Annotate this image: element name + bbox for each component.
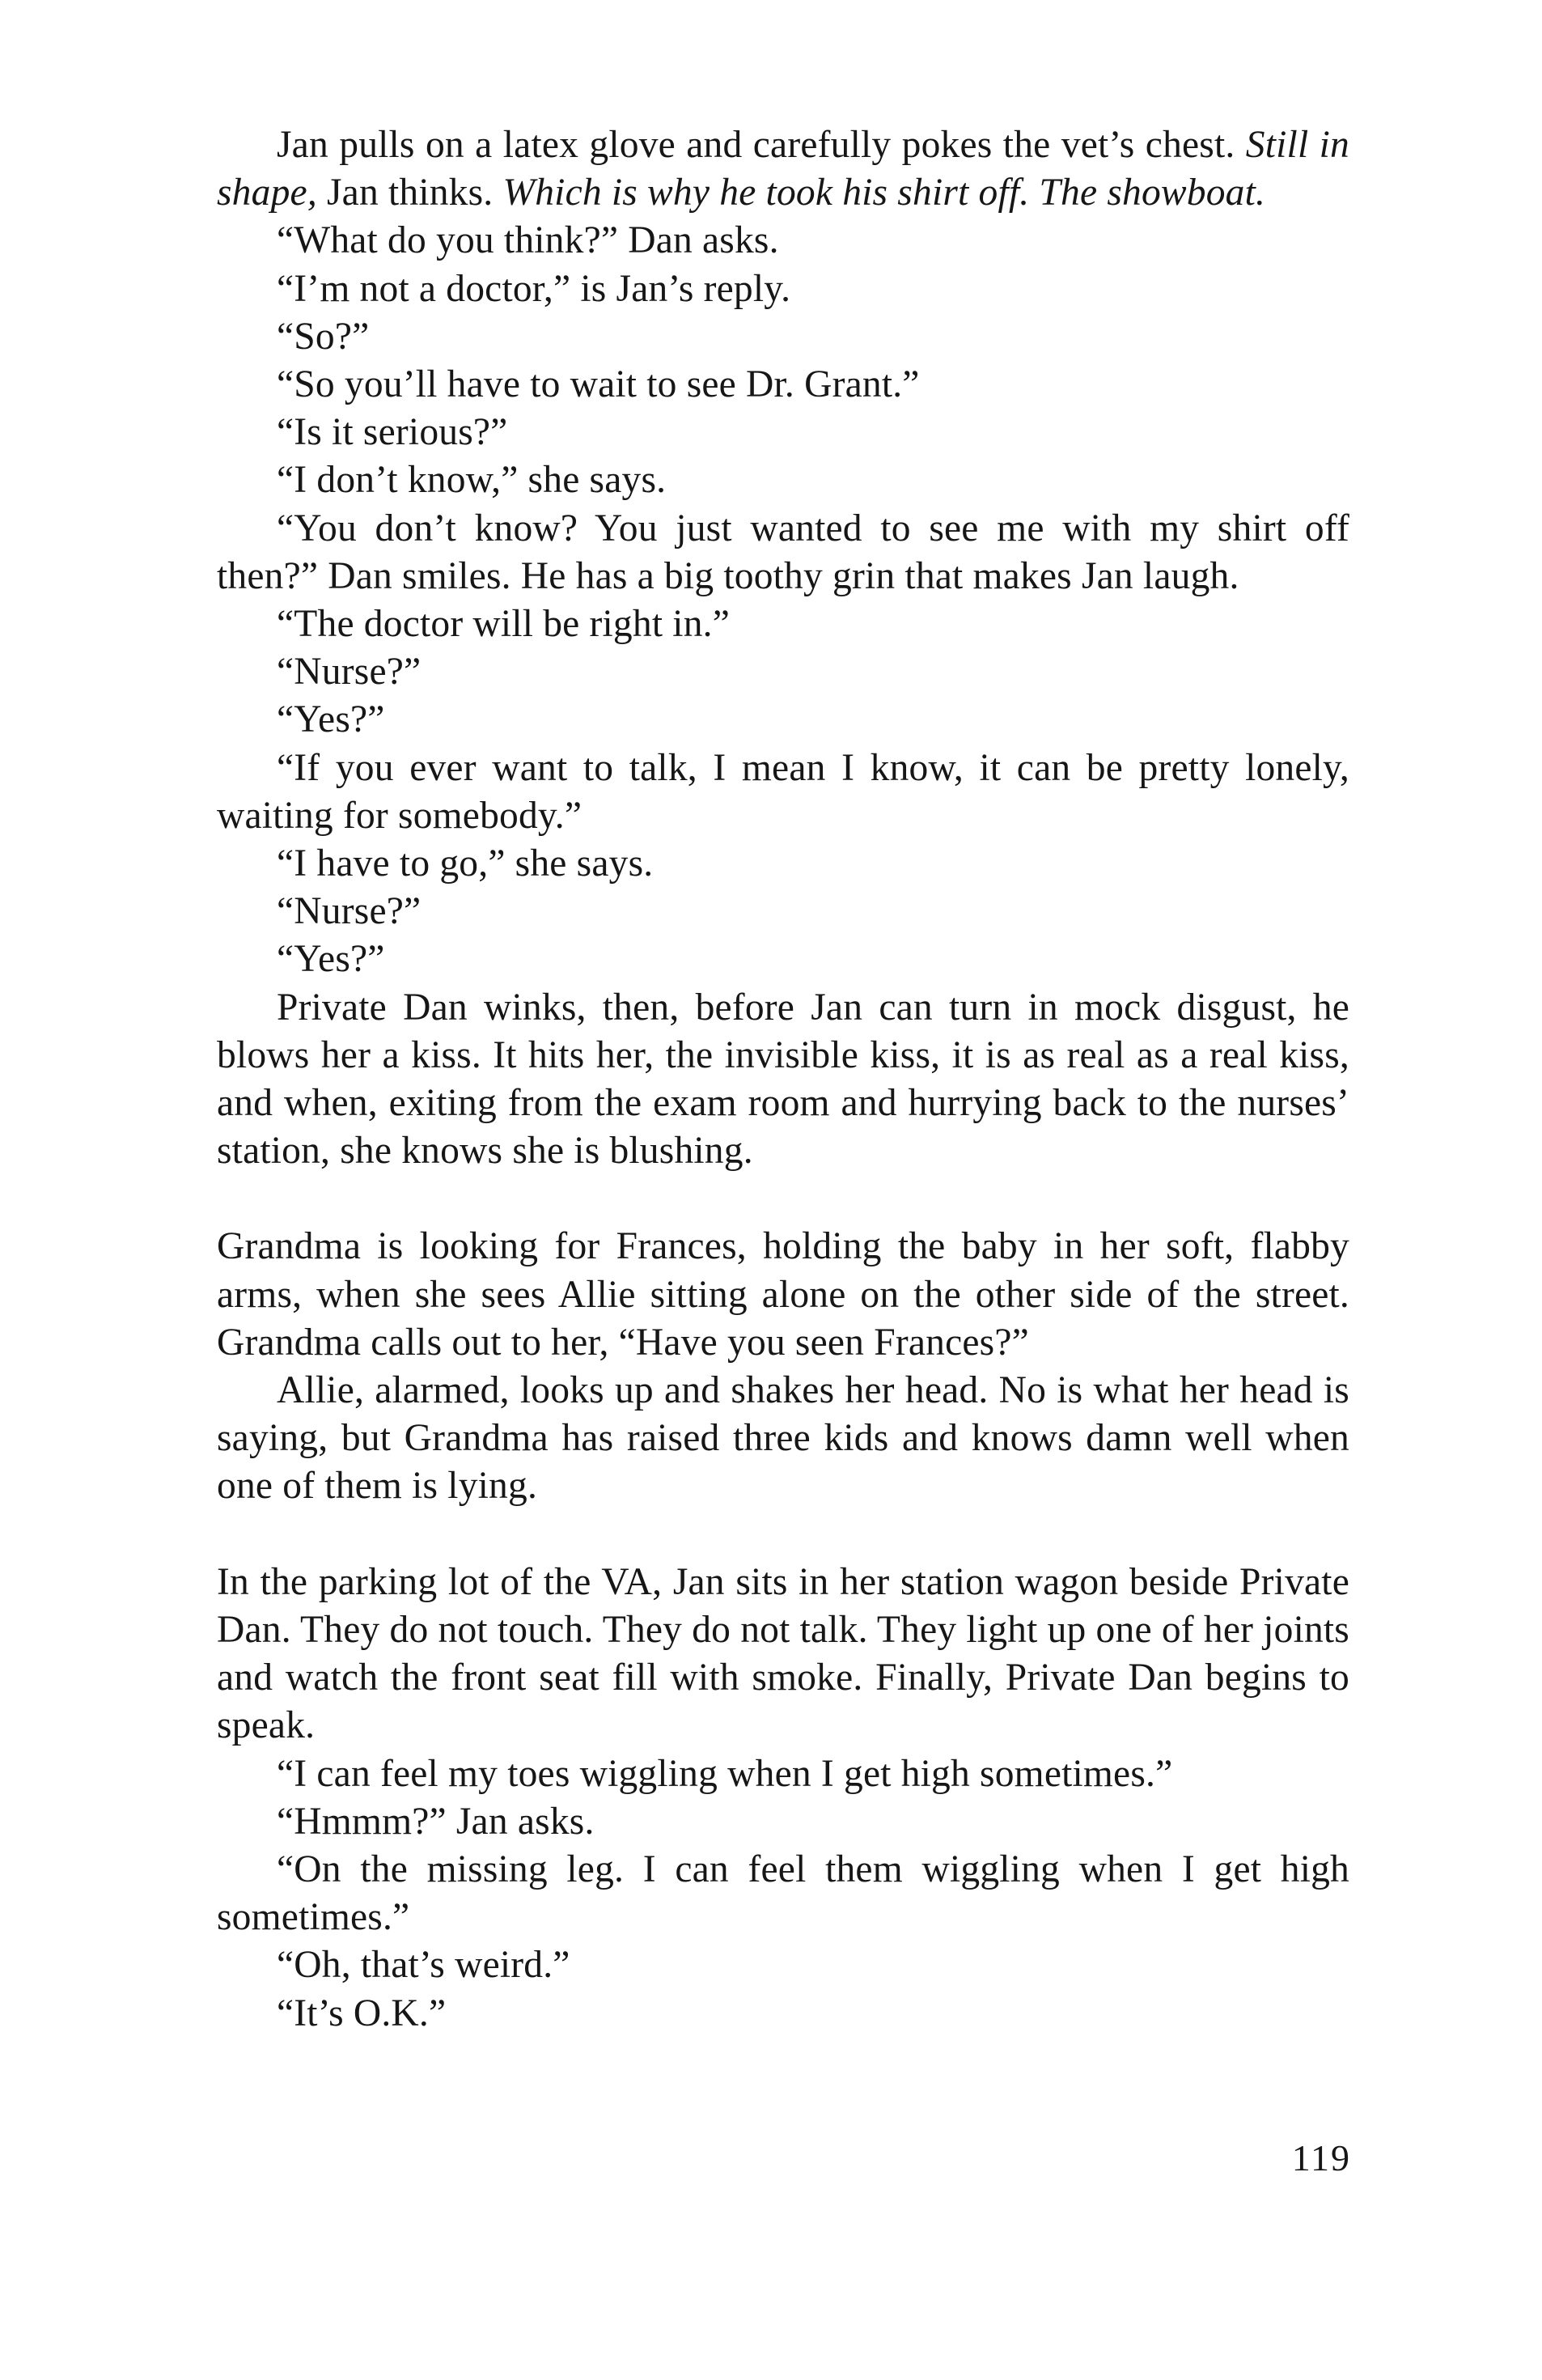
paragraph: “I don’t know,” she says. — [277, 459, 667, 502]
section-break — [217, 1175, 1349, 1223]
section-break — [217, 1511, 1349, 1559]
paragraph: “Nurse?” — [277, 651, 422, 694]
paragraph: “Hmmm?” Jan asks. — [277, 1800, 595, 1843]
paragraph: “What do you think?” Dan asks. — [277, 219, 779, 262]
paragraph: “So you’ll have to wait to see Dr. Grant.” — [277, 363, 920, 406]
book-page-body — [217, 121, 1349, 2038]
paragraph: Grandma is looking for Frances, holding the baby in her soft, flabby arms, when she sees Allie sitting alone on the other side of the street. Grandma calls out to her, “Have you seen Frances?” — [217, 1225, 1349, 1364]
paragraph: “The doctor will be right in.” — [277, 603, 730, 646]
paragraph: Private Dan winks, then, before Jan can turn in mock disgust, he blows her a kiss. It hits her, the invisible kiss, it is as real as a real kiss, and when, exiting from the exam room and hurrying back to the nurses’ station, she knows she is blushing. — [217, 986, 1349, 1173]
page-number: 119 — [1291, 2137, 1351, 2178]
italic-thought-text: Which is why he took his shirt off. The showboat. — [502, 172, 1266, 214]
paragraph: “I have to go,” she says. — [277, 842, 654, 885]
paragraph: “Yes?” — [277, 698, 385, 741]
paragraph: “It’s O.K.” — [277, 1992, 447, 2034]
paragraph: “Is it serious?” — [277, 411, 508, 454]
paragraph: “Oh, that’s weird.” — [277, 1944, 570, 1987]
narration-text: Jan thinks. — [316, 172, 503, 214]
paragraph: “If you ever want to talk, I mean I know, it can be pretty lonely, waiting for somebody.” — [217, 746, 1349, 837]
paragraph: “Nurse?” — [277, 890, 422, 933]
paragraph: “Yes?” — [277, 938, 385, 981]
narration-text: Jan pulls on a latex glove and carefully pokes the vet’s chest. — [277, 124, 1246, 166]
paragraph: “So?” — [277, 315, 370, 358]
paragraph: “You don’t know? You just wanted to see me with my shirt off then?” Dan smiles. He has a big toothy grin that makes Jan laugh. — [217, 507, 1349, 597]
paragraph: Allie, alarmed, looks up and shakes her head. No is what her head is saying, but Grandma has raised three kids and knows damn well when one of them is lying. — [217, 1369, 1349, 1508]
paragraph: “I can feel my toes wiggling when I get high sometimes.” — [277, 1752, 1173, 1795]
italic-thought-text: Still in shape, — [217, 124, 1350, 214]
paragraph: In the parking lot of the VA, Jan sits in her station wagon beside Private Dan. They do not touch. They do not talk. They light up one of her joints and watch the front seat fill with smoke. Finally, Private Dan begins to speak. — [217, 1560, 1349, 1747]
paragraph: “I’m not a doctor,” is Jan’s reply. — [277, 267, 791, 310]
paragraph — [217, 121, 1349, 217]
paragraph: “On the missing leg. I can feel them wiggling when I get high sometimes.” — [217, 1848, 1349, 1939]
